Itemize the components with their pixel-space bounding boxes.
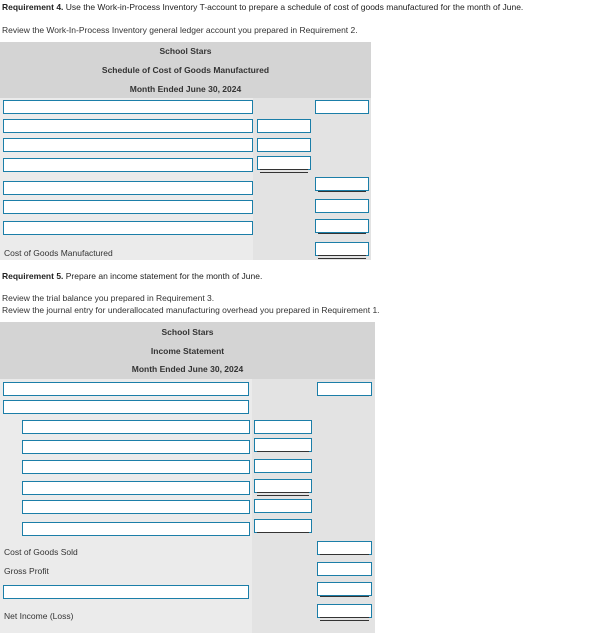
is-label-input-2[interactable] [3, 400, 249, 414]
cogm-company-name: School Stars [159, 46, 212, 56]
cogm-amount-col2-input-7[interactable] [315, 219, 369, 233]
is-label-input-6[interactable] [22, 481, 250, 495]
income-statement-header [0, 322, 375, 379]
is-label-input-8[interactable] [22, 522, 250, 536]
is-amount-col1-input-4[interactable] [254, 438, 312, 452]
cogm-label-input-7[interactable] [3, 221, 253, 235]
is-amount-col1-input-3[interactable] [254, 420, 312, 434]
cogm-single-underline-2 [318, 233, 366, 234]
is-statement-title: Income Statement [150, 346, 225, 356]
req5-note-1: Review the trial balance you prepared in Requirement 3. [2, 293, 215, 303]
req4-title [2, 2, 523, 12]
is-company-name: School Stars [161, 327, 214, 337]
is-single-underline-2 [257, 532, 309, 533]
is-label-input-3[interactable] [22, 420, 250, 434]
is-single-underline-3 [320, 554, 369, 555]
is-amount-col1-input-6[interactable] [254, 479, 312, 493]
cogm-double-underline-2 [318, 255, 366, 259]
req4-title-bold: Requirement 4. [2, 2, 64, 12]
cogm-label-input-6[interactable] [3, 200, 253, 214]
cogm-total-input[interactable] [315, 242, 369, 256]
is-amount-col2-input-1[interactable] [317, 382, 372, 396]
cogm-amount-col1-input-4[interactable] [257, 156, 311, 170]
is-net-income-input[interactable] [317, 604, 372, 618]
cogm-schedule-header [0, 42, 371, 98]
cogm-label-input-4[interactable] [3, 158, 253, 172]
cogm-double-underline-1 [260, 169, 308, 173]
is-label-input-5[interactable] [22, 460, 250, 474]
is-amount-col1-input-5[interactable] [254, 459, 312, 473]
req4-note: Review the Work-In-Process Inventory general ledger account you prepared in Requirement 2. [2, 25, 358, 35]
is-label-input-9[interactable] [3, 585, 249, 599]
is-double-underline-2 [320, 617, 369, 621]
is-cogs-label: Cost of Goods Sold [4, 547, 78, 557]
cogm-amount-col2-input-5[interactable] [315, 177, 369, 191]
is-amount-col1-input-8[interactable] [254, 519, 312, 533]
cogm-label-input-3[interactable] [3, 138, 253, 152]
is-net-income-label: Net Income (Loss) [4, 611, 74, 621]
req5-title-rest: Prepare an income statement for the month of June. [63, 271, 263, 281]
req4-title-rest: Use the Work-in-Process Inventory T-account to prepare a schedule of cost of goods manufactured for the month of June. [63, 2, 524, 12]
cogm-label-input-2[interactable] [3, 119, 253, 133]
is-double-underline-1 [257, 492, 309, 496]
is-period: Month Ended June 30, 2024 [131, 364, 244, 374]
is-cogs-input[interactable] [317, 541, 372, 555]
cogm-statement-title: Schedule of Cost of Goods Manufactured [101, 65, 270, 75]
is-label-input-7[interactable] [22, 500, 250, 514]
cogm-label-input-5[interactable] [3, 181, 253, 195]
is-amount-col1-input-7[interactable] [254, 499, 312, 513]
cogm-amount-col1-input-3[interactable] [257, 138, 311, 152]
req5-note-2: Review the journal entry for underallocated manufacturing overhead you prepared in Requirement 1. [2, 305, 380, 315]
cogm-total-label: Cost of Goods Manufactured [4, 248, 113, 258]
is-amount-col2-input-9[interactable] [317, 582, 372, 596]
cogm-amount-col2-input-1[interactable] [315, 100, 369, 114]
is-label-input-4[interactable] [22, 440, 250, 454]
req5-title [2, 271, 262, 281]
is-gross-profit-input[interactable] [317, 562, 372, 576]
cogm-single-underline-1 [318, 191, 366, 192]
is-gross-profit-label: Gross Profit [4, 566, 49, 576]
is-single-underline-4 [320, 596, 369, 597]
is-single-underline-1 [257, 451, 309, 452]
req5-title-bold: Requirement 5. [2, 271, 64, 281]
cogm-label-input-1[interactable] [3, 100, 253, 114]
cogm-period: Month Ended June 30, 2024 [129, 84, 242, 94]
is-label-input-1[interactable] [3, 382, 249, 396]
cogm-amount-col1-input-2[interactable] [257, 119, 311, 133]
cogm-amount-col2-input-6[interactable] [315, 199, 369, 213]
